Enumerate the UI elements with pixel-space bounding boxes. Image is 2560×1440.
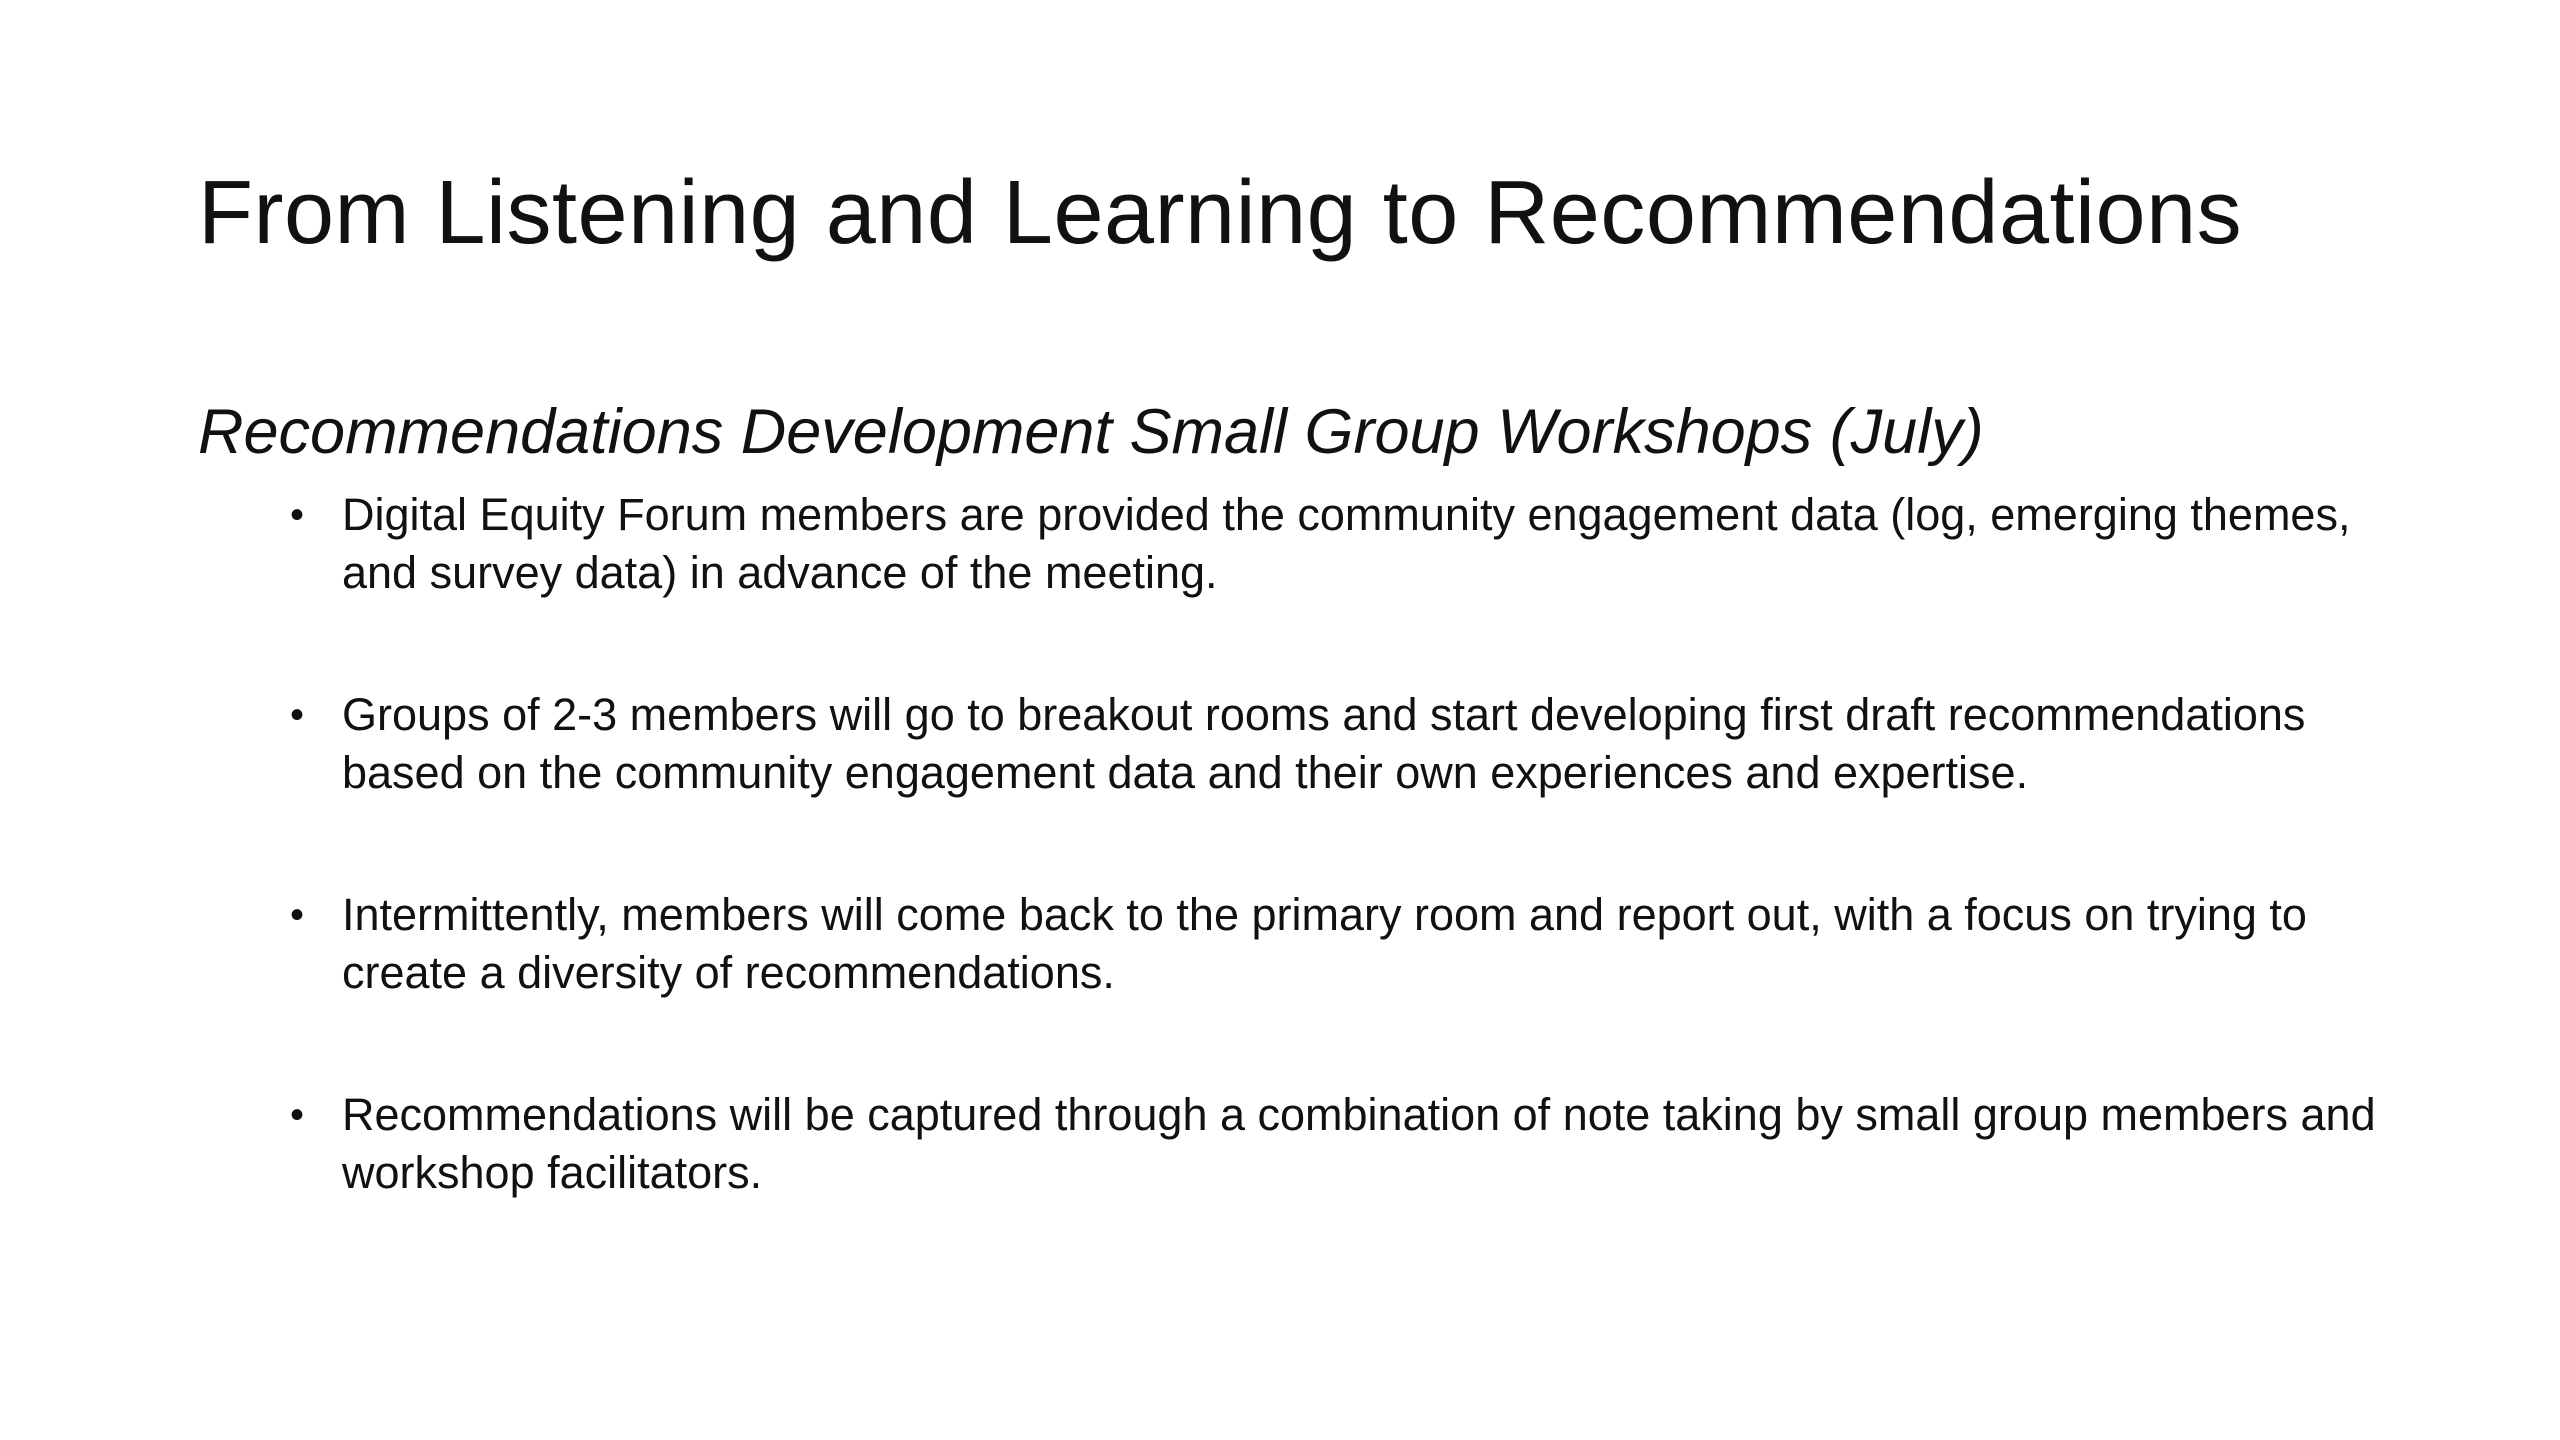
bullet-dot-icon: • — [290, 493, 305, 537]
bullet-item — [290, 1086, 2410, 1202]
bullet-text: Groups of 2-3 members will go to breakout rooms and start developing first draft recommendations based on the community engagement data and their own experiences and expertise. — [342, 689, 2306, 798]
bullet-dot-icon: • — [290, 693, 305, 737]
bullet-item — [290, 686, 2410, 802]
bullet-item — [290, 886, 2410, 1002]
bullet-dot-icon: • — [290, 893, 305, 937]
bullet-text: Intermittently, members will come back to the primary room and report out, with a focus on trying to create a diversity of recommendations. — [342, 889, 2307, 998]
slide-title: From Listening and Learning to Recommendations — [198, 163, 2243, 263]
bullet-item — [290, 486, 2410, 602]
slide-subtitle: Recommendations Development Small Group Workshops (July) — [198, 397, 1984, 467]
bullet-dot-icon: • — [290, 1093, 305, 1137]
bullet-text: Digital Equity Forum members are provided the community engagement data (log, emerging themes, and survey data) in advance of the meeting. — [342, 489, 2351, 598]
bullet-text: Recommendations will be captured through a combination of note taking by small group members and workshop facilitators. — [342, 1089, 2376, 1198]
bullet-list — [290, 486, 2410, 1286]
